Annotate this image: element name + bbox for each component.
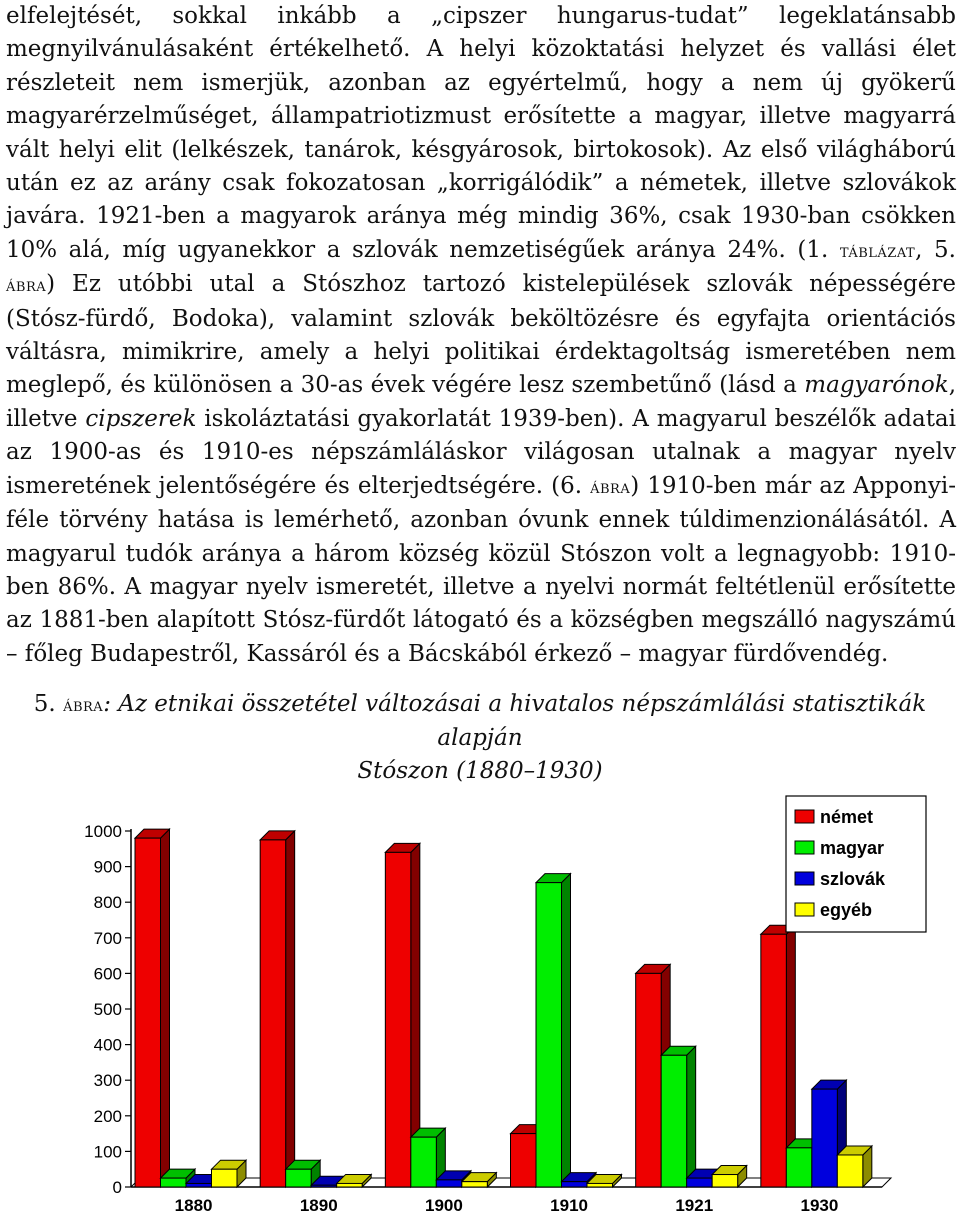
caption-line-2: Stószon (1880–1930) [357,758,603,784]
body-paragraph [6,0,956,671]
caption-label: ábra [63,694,104,716]
emphasis: magyarónok [804,372,949,399]
figure-reference: ábra [6,274,47,297]
bar [786,1148,812,1187]
caption-text: : Az etnikai összetétel változásai a hivatalos népszámlálási statisztikák alapján [103,691,927,751]
y-tick-label: 900 [93,857,122,877]
x-tick-label: 1930 [800,1196,839,1213]
y-tick-label: 100 [93,1142,122,1162]
bar [587,1183,613,1187]
bar [511,1134,537,1187]
caption-number: 5. [33,691,64,717]
text-run: iskoláztatási gyakorlatát 1939-ben). A magyarul beszélők adatai az 1900-as és 1910-es népszámláláskor világosan utalnak a magyar nyelv ismeretének jelentőségére és elterjedtségére. (6. [6,405,957,499]
text-run: ) Ez utóbbi utal a Stószhoz tartozó kistelepülések szlovák népességére (Stósz-fürdő, Bodoka), valamint szlovák beköltözésre és egyfajta orientációs váltásra, mimikrire, amely a helyi politikai érdektagoltság ismeretében nem meglepő, és különösen a 30-as évek végére lesz szembetűnő (lásd a [6,271,956,399]
bar [385,852,411,1187]
bar-side [687,1046,696,1187]
bar [135,838,161,1187]
bar [712,1175,738,1187]
bar [186,1183,212,1187]
bar [286,1169,312,1187]
y-tick-label: 0 [112,1178,122,1197]
bar-side [161,829,170,1187]
bar [161,1178,187,1187]
text-run: , illetve [6,372,956,432]
legend-label: magyar [820,838,885,858]
bar [311,1185,337,1187]
text-run: elfelejtését, sokkal inkább a „cipszer hungarus-tudat” legeklatánsabb megnyilvánulásaként értékelhető. A helyi közoktatási helyzet és vallási élet részleteit nem ismerjük, azonban az egyértelmű, hogy a nem új gyökerű magyarérzelműséget, állampatriotizmust erősítette a magyar, illetve magyarrá vált helyi elit (lelkészek, tanárok, késgyárosok, birtokosok). Az első világháború után ez az arány csak fokozatosan „korrigálódik” a németek, illetve szlovákok javára. 1921-ben a magyarok aránya még mindig 36%, csak 1930-ban csökken 10% alá, míg ugyanekkor a szlovák nemzetiségűek aránya 24%. (1. [6,3,956,263]
caption-line-1 [0,688,960,755]
bar [337,1183,363,1187]
x-tick-label: 1910 [550,1196,588,1213]
legend-swatch [795,841,814,854]
x-tick-label: 1900 [425,1196,463,1213]
bar [837,1155,863,1187]
y-tick-label: 300 [93,1071,122,1091]
x-tick-label: 1890 [299,1196,338,1213]
text-run: ) 1910-ben már az Apponyi-féle törvény hatása is lemérhető, azonban óvunk ennek túldimenzionálásától. A magyarul tudók aránya a három község közül Stószon volt a legnagyobb: 1910-ben 86%. A magyar nyelv ismeretét, illetve a nyelvi normát feltétlenül erősítette az 1881-ben alapított Stósz-fürdőt látogató és a községben megszálló nagyszámú – főleg Budapestről, Kassáról és a Bácskából érkező – magyar fürdővendég. [6,472,956,667]
bar [761,934,787,1187]
bar [436,1180,462,1187]
bar [212,1169,238,1187]
paragraph-text [6,0,956,671]
bar [636,973,662,1187]
emphasis: cipszerek [85,405,197,432]
bar [462,1182,488,1187]
bar [812,1089,838,1187]
legend-swatch [795,903,814,916]
legend-swatch [795,872,814,885]
bar [260,840,286,1187]
text-run: , 5. [915,236,956,263]
legend-label: német [820,807,874,827]
y-tick-label: 800 [93,893,122,913]
y-tick-label: 200 [93,1106,122,1126]
y-tick-label: 1000 [84,822,122,841]
ethnic-composition-chart [0,770,960,1213]
x-tick-label: 1880 [174,1196,213,1213]
y-tick-label: 600 [93,964,122,984]
y-tick-label: 700 [93,928,122,948]
y-tick-label: 500 [93,1000,122,1019]
legend-swatch [795,810,814,823]
bar [661,1055,687,1187]
bar-side [286,831,295,1187]
figure-reference: ábra [590,475,631,498]
x-tick-label: 1921 [675,1196,714,1213]
bar [536,883,562,1187]
bar [411,1137,437,1187]
legend-label: szlovák [820,869,886,889]
legend-label: egyéb [820,900,873,920]
bar-side [562,874,571,1187]
table-reference: táblázat [839,239,916,262]
bar [687,1178,713,1187]
y-tick-label: 400 [93,1035,122,1055]
bar [562,1182,588,1187]
